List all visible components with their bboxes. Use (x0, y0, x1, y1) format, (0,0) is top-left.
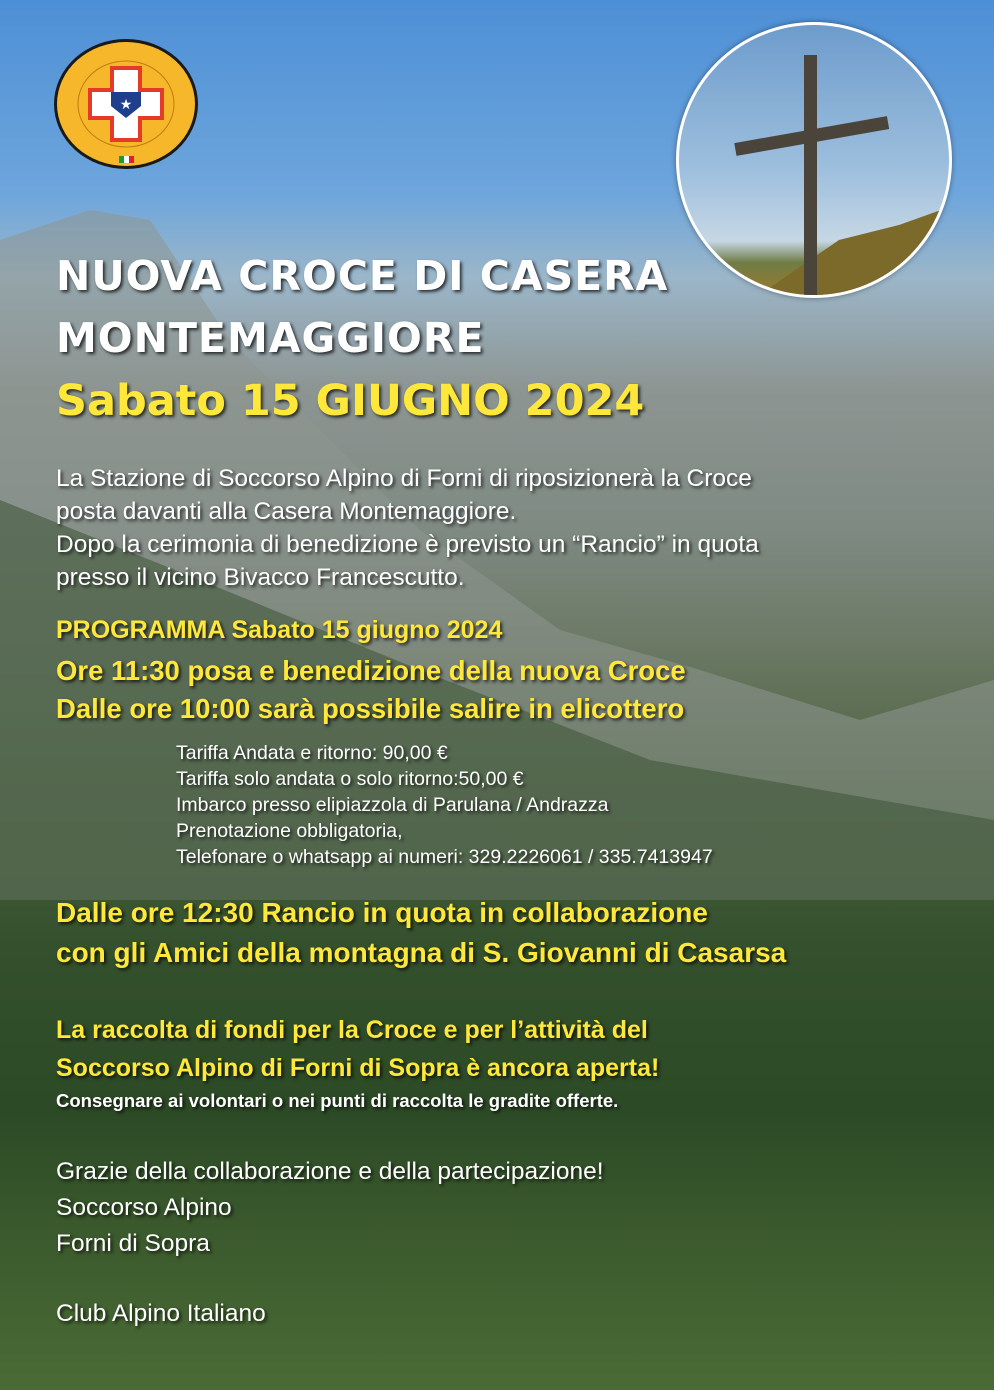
cross-photo (676, 22, 952, 298)
program-blessing: Ore 11:30 posa e benedizione della nuova Croce (56, 655, 686, 686)
heli-line: Imbarco presso elipiazzola di Parulana / Andrazza (176, 794, 609, 816)
heli-line: Tariffa Andata e ritorno: 90,00 € (176, 742, 448, 764)
intro-line: posta davanti alla Casera Montemaggiore. (56, 498, 517, 525)
rancio-line: Dalle ore 12:30 Rancio in quota in collaborazione (56, 897, 708, 928)
rancio-info (56, 893, 786, 973)
event-date: Sabato 15 GIUGNO 2024 (56, 376, 645, 426)
fundraising-info (56, 1011, 659, 1087)
cai-signature: Club Alpino Italiano (56, 1300, 266, 1327)
fund-line: La raccolta di fondi per la Croce e per l’attività del (56, 1016, 648, 1044)
intro-line: La Stazione di Soccorso Alpino di Forni di riposizionerà la Croce (56, 465, 752, 492)
thanks-line: Grazie della collaborazione e della partecipazione! (56, 1158, 604, 1185)
program-helicopter: Dalle ore 10:00 sarà possibile salire in elicottero (56, 693, 685, 724)
thanks-line: Forni di Sopra (56, 1230, 210, 1257)
title-line-2: MONTEMAGGIORE (56, 314, 485, 362)
heli-line: Tariffa solo andata o solo ritorno:50,00 € (176, 768, 524, 790)
soccorso-alpino-logo (53, 38, 200, 171)
intro-text (56, 462, 759, 594)
svg-text:★: ★ (119, 96, 133, 112)
cross-icon (679, 25, 952, 298)
thanks-line: Soccorso Alpino (56, 1194, 232, 1221)
program-heading: PROGRAMMA Sabato 15 giugno 2024 (56, 616, 503, 644)
heli-phone: Telefonare o whatsapp ai numeri: 329.2226061 / 335.7413947 (176, 846, 713, 868)
helicopter-info (176, 740, 713, 870)
heli-line: Prenotazione obbligatoria, (176, 820, 403, 842)
intro-line: Dopo la cerimonia di benedizione è previsto un “Rancio” in quota (56, 531, 759, 558)
title-line-1: NUOVA CROCE DI CASERA (56, 252, 669, 300)
rancio-line: con gli Amici della montagna di S. Giovanni di Casarsa (56, 937, 787, 968)
thanks-text (56, 1154, 604, 1262)
fund-line: Soccorso Alpino di Forni di Sopra è ancora aperta! (56, 1054, 660, 1082)
fund-note: Consegnare ai volontari o nei punti di raccolta le gradite offerte. (56, 1090, 619, 1111)
intro-line: presso il vicino Bivacco Francescutto. (56, 564, 465, 591)
